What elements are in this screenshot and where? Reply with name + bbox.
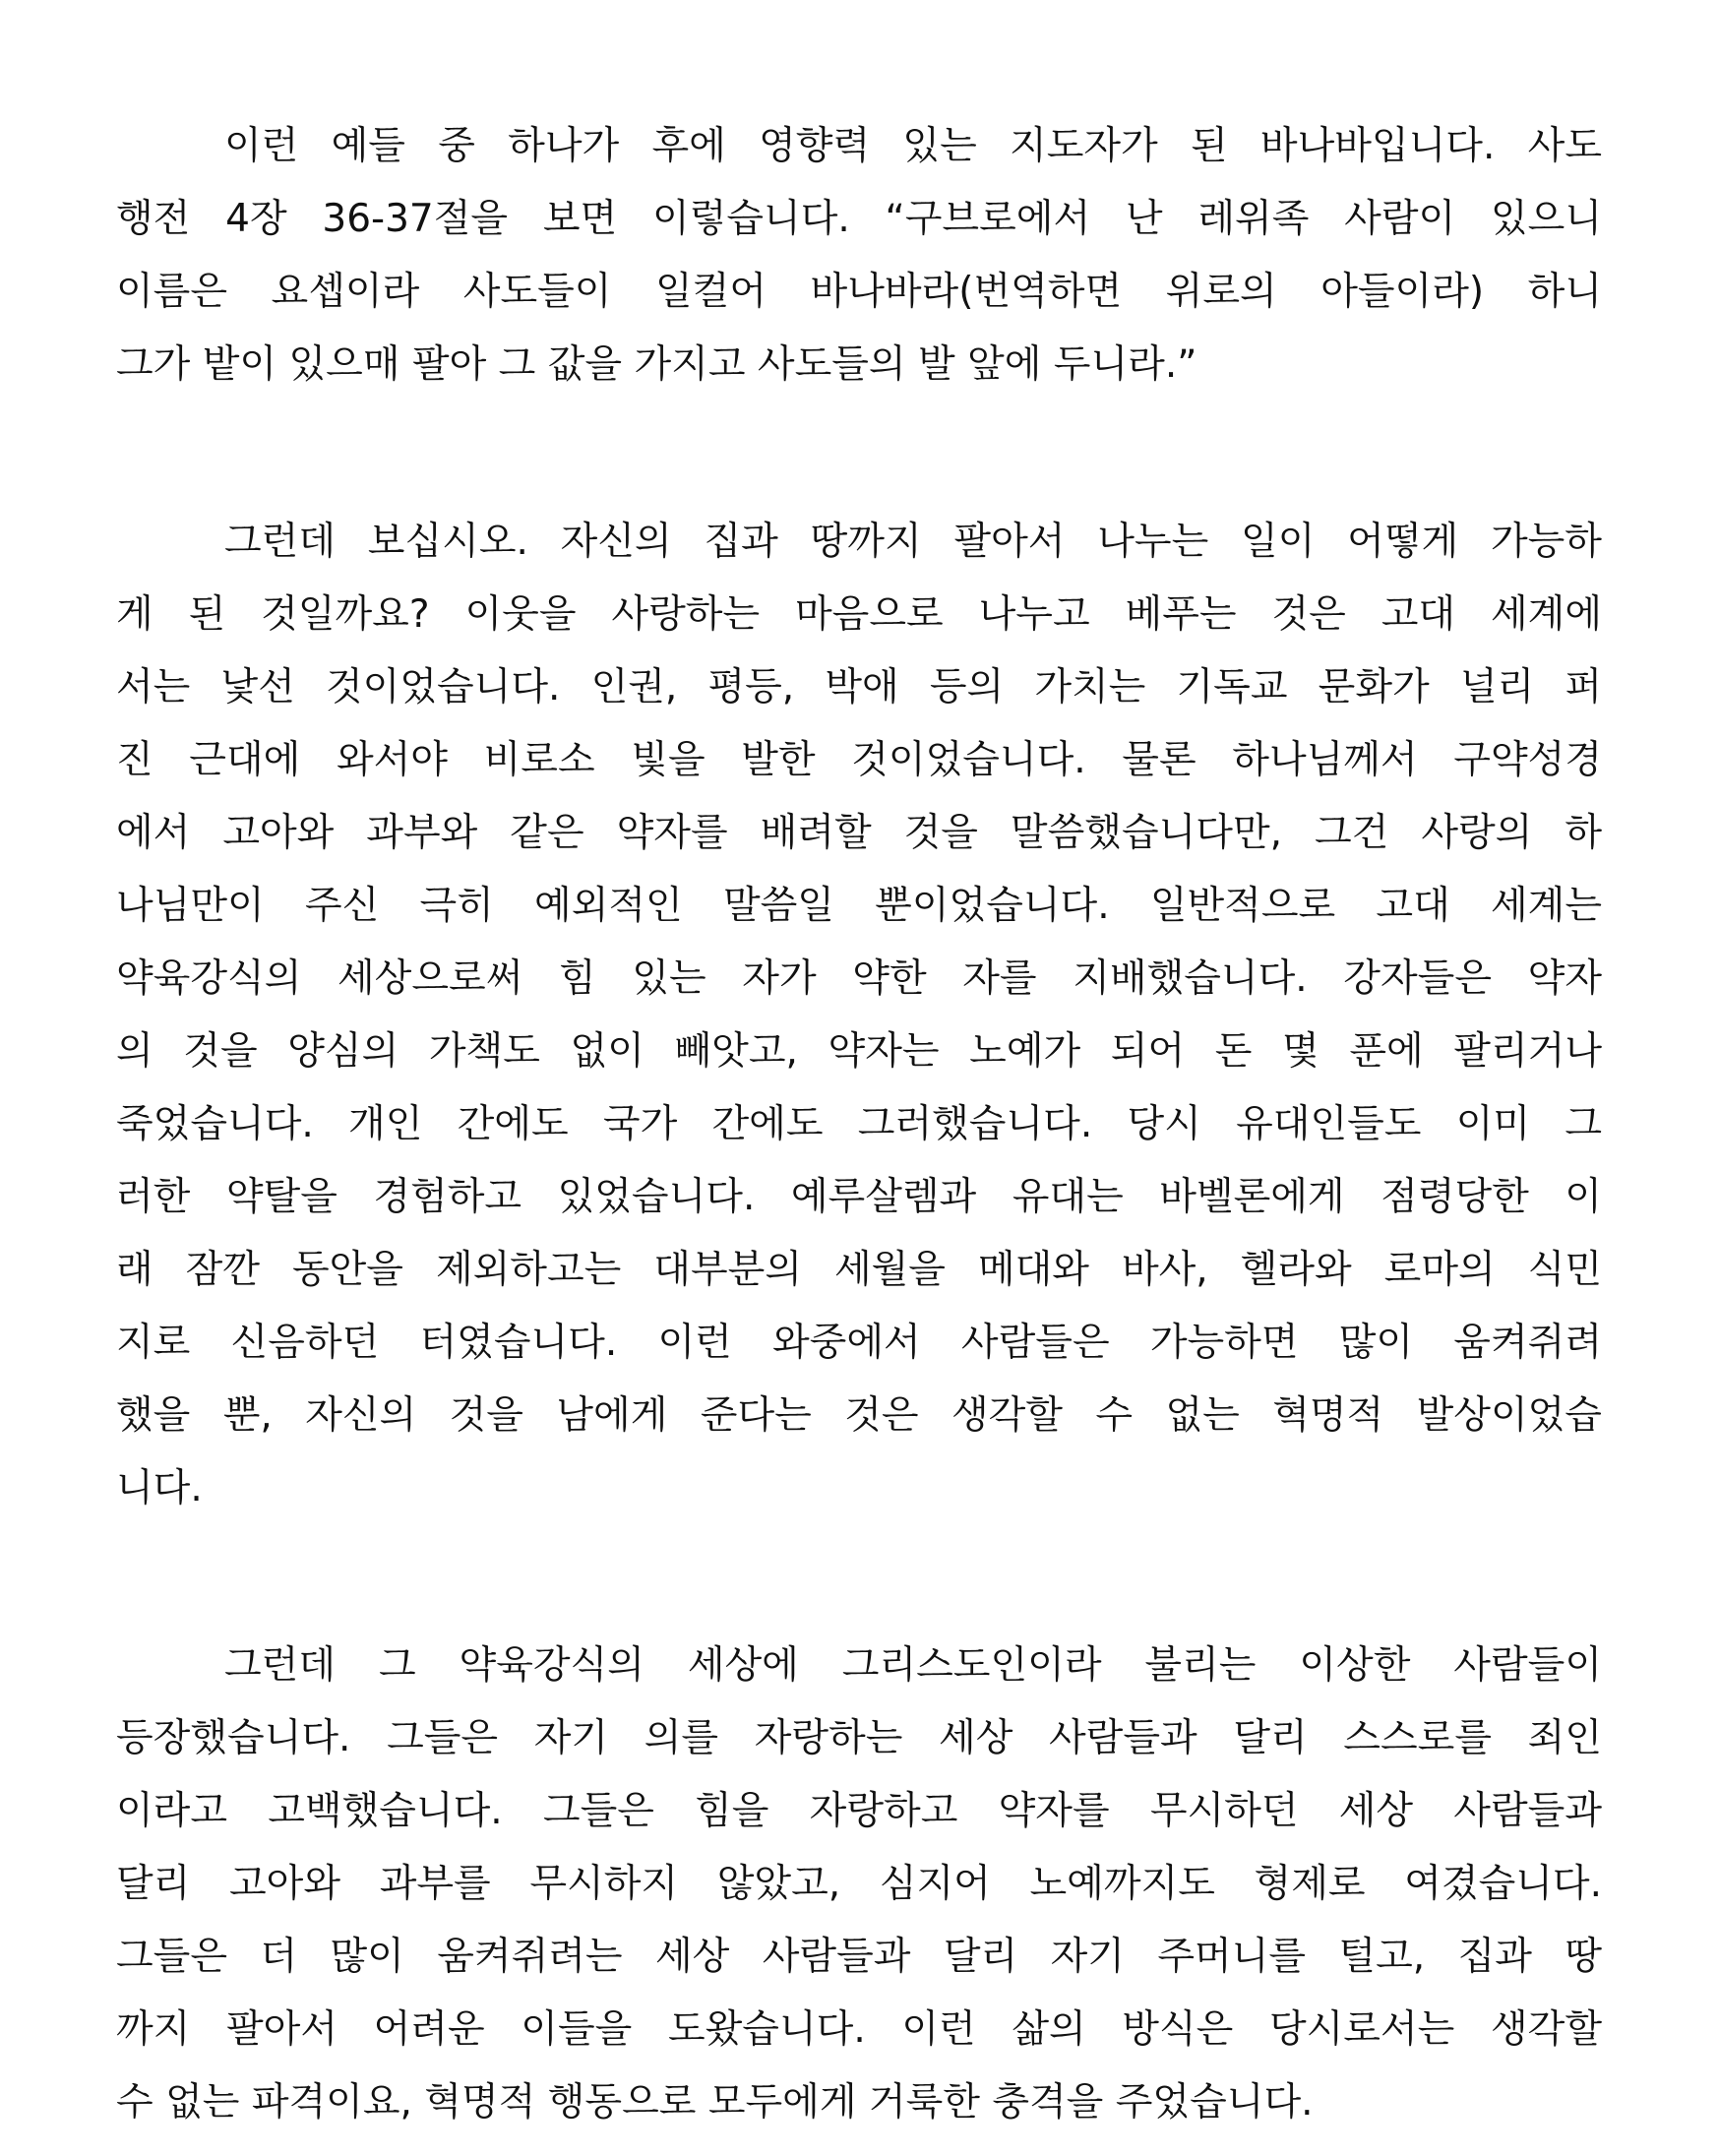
text-line: 에서 고아와 과부와 같은 약자를 배려할 것을 말씀했습니다만, 그건 사랑의 하 [116,811,1602,855]
text-line: 지로 신음하던 터였습니다. 이런 와중에서 사람들은 가능하면 많이 움켜쥐려 [116,1321,1602,1365]
text-line: 게 된 것일까요? 이웃을 사랑하는 마음으로 나누고 베푸는 것은 고대 세계에 [116,592,1602,637]
text-line: 그가 밭이 있으매 팔아 그 값을 가지고 사도들의 발 앞에 두니라.” [116,342,1197,387]
text-line: 죽었습니다. 개인 간에도 국가 간에도 그러했습니다. 당시 유대인들도 이미 그 [116,1102,1602,1146]
text-line: 니다. [116,1466,203,1510]
text-line: 그런데 보십시오. 자신의 집과 땅까지 팔아서 나누는 일이 어떻게 가능하 [224,520,1602,564]
text-line: 서는 낯선 것이었습니다. 인권, 평등, 박애 등의 가치는 기독교 문화가 널리 퍼 [116,665,1602,709]
paragraph-barnabas [116,110,1602,401]
text-line: 그들은 더 많이 움켜쥐려는 세상 사람들과 달리 자기 주머니를 털고, 집과 땅 [116,1935,1603,1979]
text-line: 래 잠깐 동안을 제외하고는 대부분의 세월을 메대와 바사, 헬라와 로마의 식민 [116,1248,1602,1292]
text-line: 이름은 요셉이라 사도들이 일컬어 바나바라(번역하면 위로의 아들이라) 하니 [116,270,1602,314]
text-line: 했을 뿐, 자신의 것을 남에게 준다는 것은 생각할 수 없는 혁명적 발상이었습 [116,1393,1602,1438]
paragraph-christians [116,1630,1602,2139]
text-line: 나님만이 주신 극히 예외적인 말씀일 뿐이었습니다. 일반적으로 고대 세계는 [116,884,1602,928]
text-line: 이라고 고백했습니다. 그들은 힘을 자랑하고 약자를 무시하던 세상 사람들과 [116,1789,1602,1833]
text-line: 등장했습니다. 그들은 자기 의를 자랑하는 세상 사람들과 달리 스스로를 죄인 [116,1716,1602,1760]
text-line: 행전 4장 36-37절을 보면 이렇습니다. “구브로에서 난 레위족 사람이 있으니 [116,197,1602,241]
document-page [116,110,1602,2139]
paragraph-gap [116,401,1602,506]
text-line: 수 없는 파격이요, 혁명적 행동으로 모두에게 거룩한 충격을 주었습니다. [116,2080,1314,2125]
paragraph-ancient-world [116,506,1602,1525]
text-line: 이런 예들 중 하나가 후에 영향력 있는 지도자가 된 바나바입니다. 사도 [224,124,1602,168]
text-line: 달리 고아와 과부를 무시하지 않았고, 심지어 노예까지도 형제로 여겼습니다. [116,1862,1602,1906]
paragraph-gap [116,1525,1602,1630]
text-line: 의 것을 양심의 가책도 없이 빼앗고, 약자는 노예가 되어 돈 몇 푼에 팔리거나 [116,1029,1602,1074]
text-line: 러한 약탈을 경험하고 있었습니다. 예루살렘과 유대는 바벨론에게 점령당한 이 [116,1175,1602,1219]
text-line: 까지 팔아서 어려운 이들을 도왔습니다. 이런 삶의 방식은 당시로서는 생각할 [116,2007,1602,2052]
text-line: 약육강식의 세상으로써 힘 있는 자가 약한 자를 지배했습니다. 강자들은 약자 [116,956,1602,1001]
text-line: 그런데 그 약육강식의 세상에 그리스도인이라 불리는 이상한 사람들이 [224,1643,1602,1688]
text-line: 진 근대에 와서야 비로소 빛을 발한 것이었습니다. 물론 하나님께서 구약성경 [116,738,1602,782]
